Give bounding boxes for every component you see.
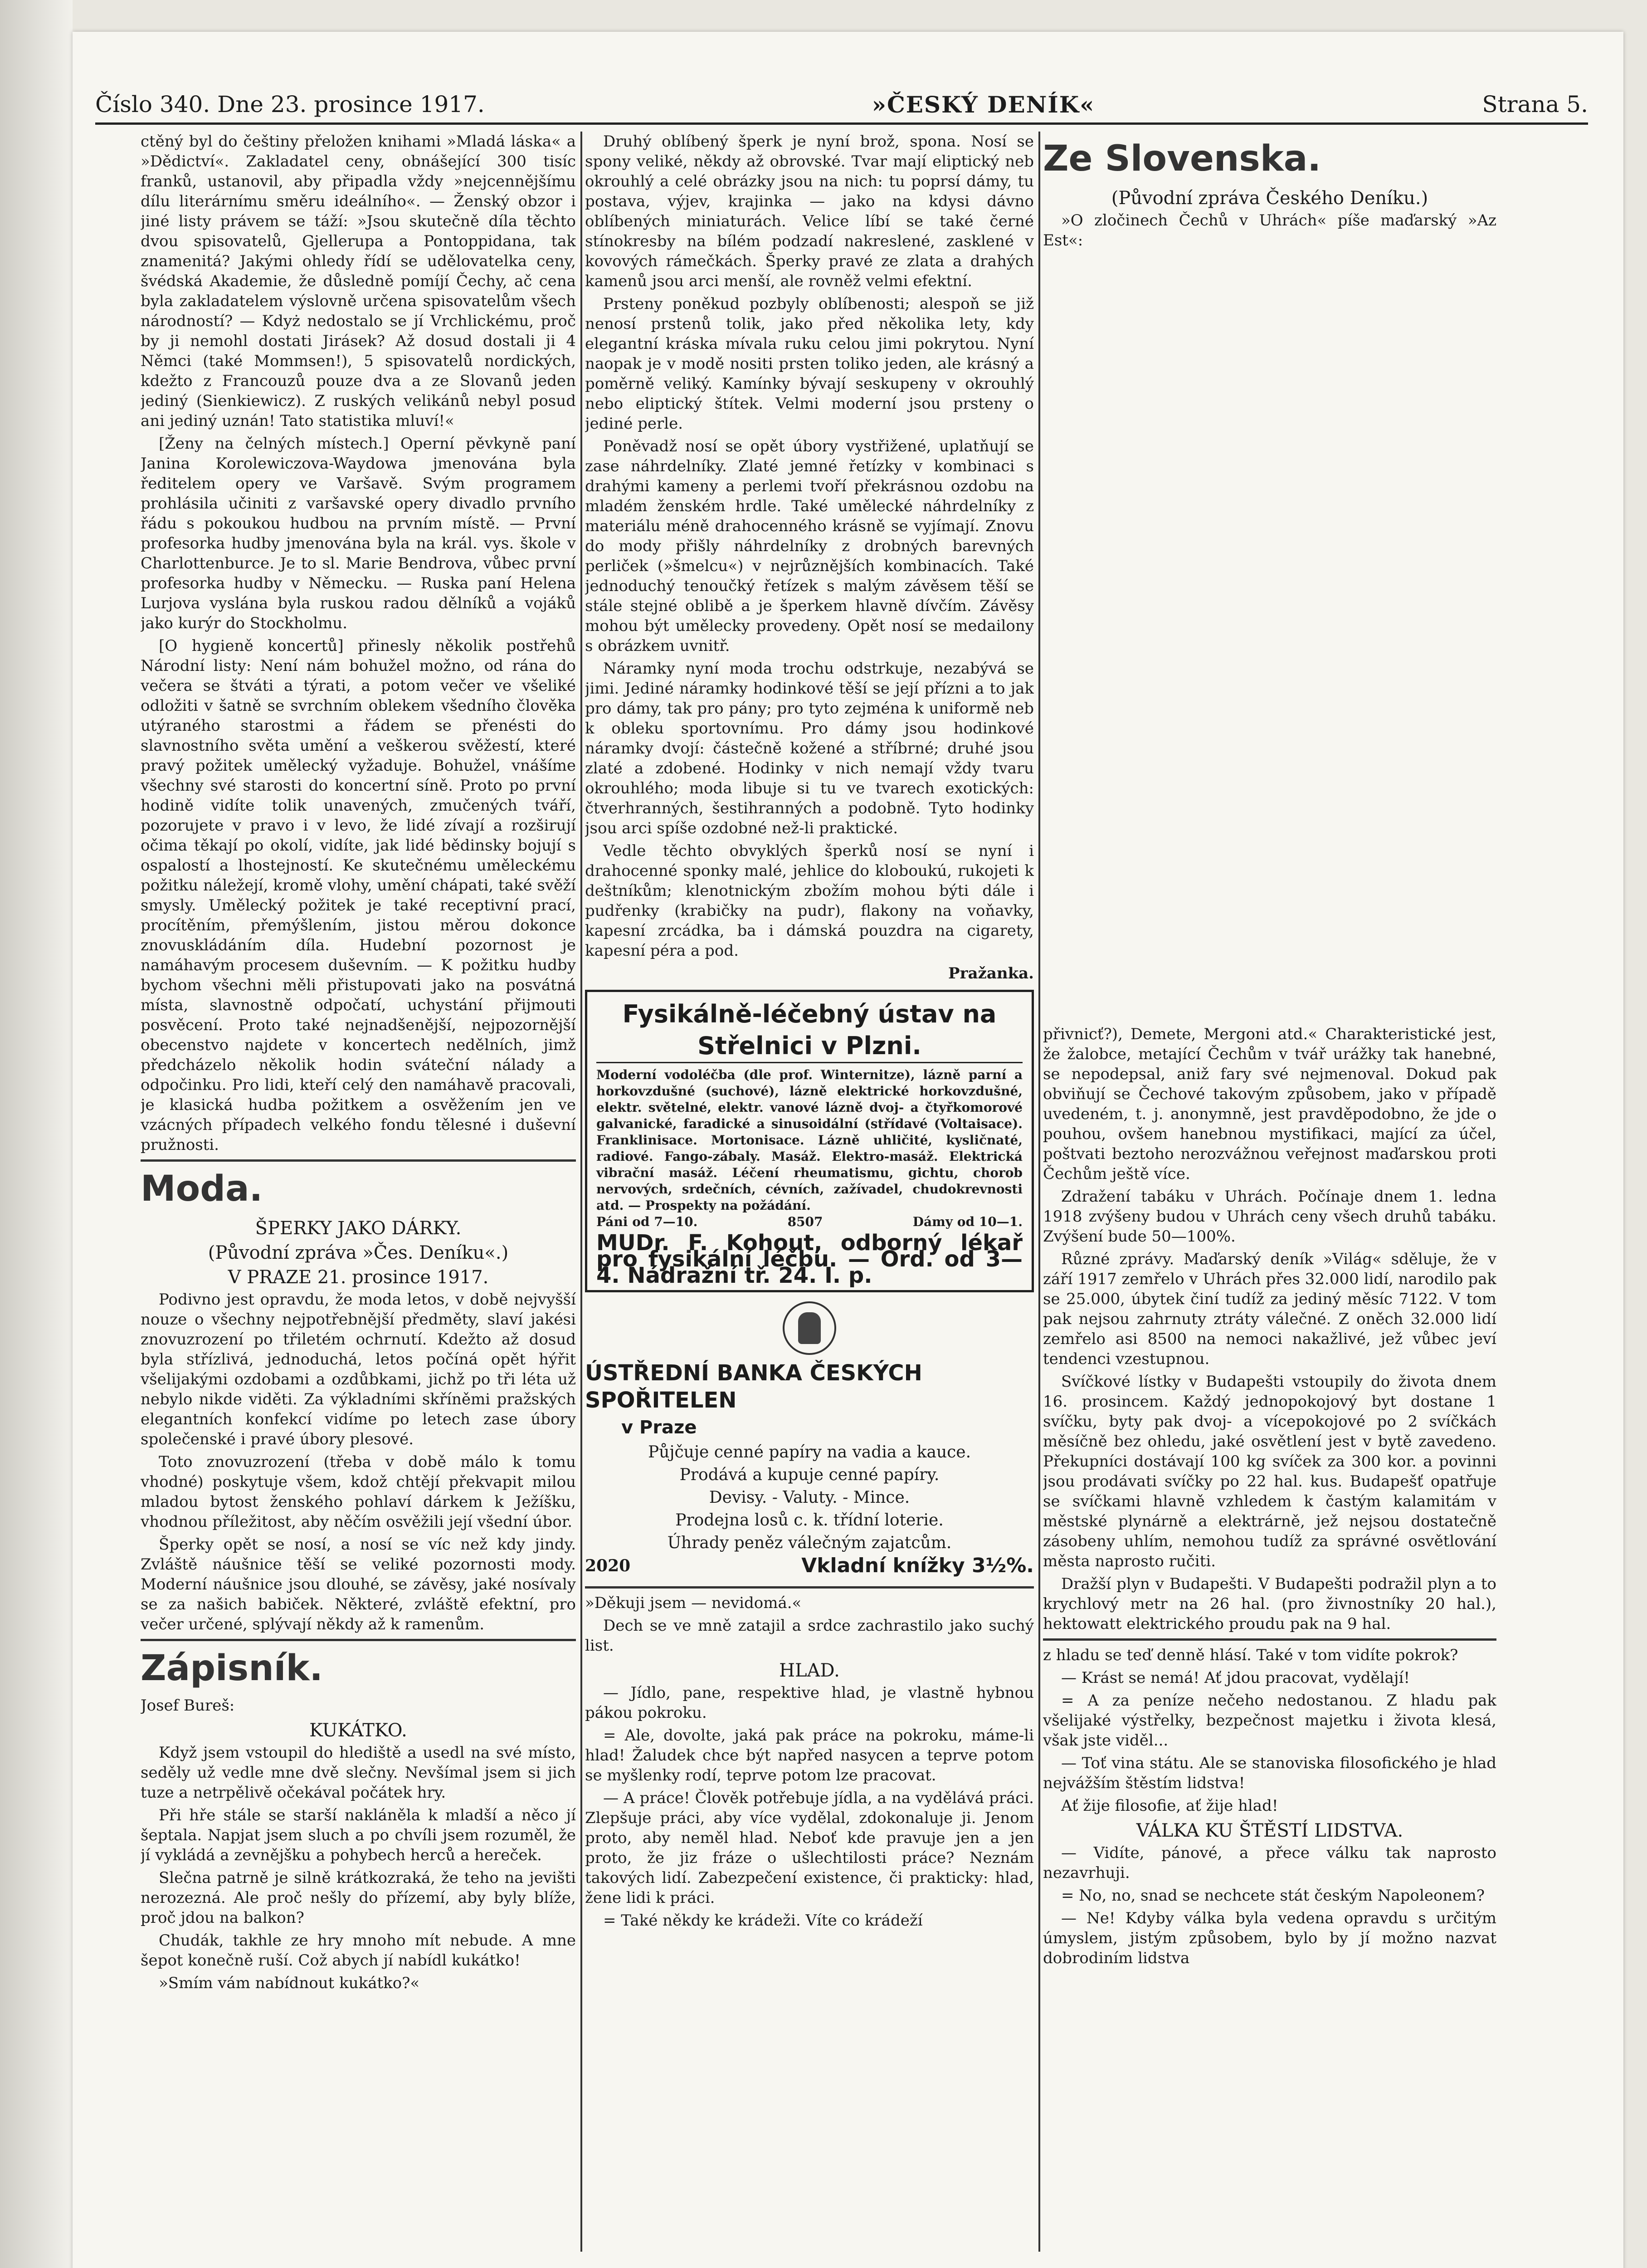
jewelry-paragraph: Poněvadž nosí se opět úbory vystřižené, uplatňují se zase náhrdelníky. Zlaté jemné řetízky v kombinaci s drahými kameny a perlemi tvoří překrásnou ozdobu na mladém ženském hrdle. Také umělecké náhrdelníky z materiálu méně drahocenného krásně se vyjímají. Znovu do mody přišly náhrdelníky z drobných barevných perliček (»šmelcu«) v nejrůznějších kombinacích. Také jednoduchý tenoučký řetízek s malým závěsem těší se stále stejné oblibě a je šperkem hlavně dívčím. Závěsy mohou být umělecky provedeny. Opět nosí se medailony s obrázkem uvnitř.	[585, 437, 1034, 655]
kukatko-paragraph: Když jsem vstoupil do hlediště a usedl na své místo, seděly už vedle mne dvě slečny. Nevšímal jsem si jich tuze a netrpělivě očekával počátek hry.	[141, 1744, 576, 1802]
hlad-continued: Ať žije filosofie, ať žije hlad!	[1061, 1797, 1278, 1815]
gas-price-news: Dražší plyn v Budapešti. V Budapešti podražil plyn a to krychlový metr na 26 hal. (pro živnostníky 20 hal.), hektowatt elektrického proudu pak na 9 hal.	[1043, 1575, 1496, 1633]
jewelry-paragraph: Druhý oblíbený šperk je nyní brož, spona. Nosí se spony veliké, někdy až obrovské. Tvar mají eliptický neb okrouhlý a celé obrázky jsou na nich: tu poprsí dámy, tu postava, výjev, krajinka — jako na kdysi dávno oblíbených miniaturách. Velice líbí se také černé stínokresby na bílém podzadí nakreslené, zasklené v kovových rámečkách. Šperky pravé ze zlata a drahých kamenů jsou arci menší, ale rovněž velmi efektní.	[585, 132, 1034, 290]
slovakia-paragraph: přivnicť?), Demete, Mergoni atd.« Charakteristické jest, že žalobce, metající Čechům v tvář urážky tak hanebné, se nepodepsal, aniž fary své nejmenoval. Dokud pak obviňují se Čechové takovým způsobem, jako v případě uvedeném, t. j. anonymně, jest pravděpodobno, že jde o pouhou, ovšem hanebnou mystifikaci, mající za účel, poštvati beztoho nerozvážnou veřejnost maďarskou proti Čechům ještě více.	[1043, 1025, 1496, 1183]
kukatko-paragraph: Při hře stále se starší nakláněla k mladší a něco jí šeptala. Napjat jsem sluch a po chvíli jsem rozuměl, že jí vykládá a zevnějšku a pohybech herců a hereček.	[141, 1806, 576, 1864]
hlad-continued: z hladu se teď denně hlásí. Také v tom vidíte pokrok?	[1043, 1646, 1458, 1664]
divider	[585, 1586, 1034, 1589]
article-signature: Pražanka.	[948, 964, 1034, 982]
spa-ad-hours-men: Páni od 7—10.	[596, 1214, 698, 1229]
valka-headline: VÁLKA KU ŠTĚSTÍ LIDSTVA.	[1136, 1820, 1403, 1841]
spa-ad-title: Fysikálně-léčebný ústav na Střelnici v Plzni.	[596, 998, 1023, 1063]
valka-paragraph: — Ne! Kdyby válka byla vedena opravdu s určitým úmyslem, jistým způsobem, bylo by jí možno nazvat dobrodiním lidstva	[1043, 1909, 1496, 1967]
slovakia-lead: »O zločinech Čechů v Uhrách« píše maďarský »Az Est«:	[1043, 211, 1496, 249]
bank-city: v Praze	[621, 1417, 697, 1438]
concert-hygiene-text: [O hygieně koncertů] přinesly několik postřehů Národní listy: Není nám bohužel možno, od rána do večera se štváti a týrati, a potom večer ve všeliké odložiti v šatně se svrchním oblekem všedního člověka utýraného starostmi a řádem se přenésti do slavnostního světa umění a veškerou svěžestí, které pravý požitek umělecký vyžaduje. Bohužel, vnášíme všechny své starosti do koncertní síně. Proto po první hodině vidíte tolik unavených, zmučených tváří, pozorujete v pravo i v levo, že lidé zívají a rozširují očima těkají po okolí, vidíte, jak lidé bědinsky bojují s ospalostí a lhostejností. Ke skutečnému uměleckému požitku náležejí, kromě vlohy, umění chápati, také svěží smysly. Umělecký požitek je také receptivní prací, procítěním, přemýšlením, jistou měrou dokonce znovuskládáním díla. Hudební pozornost je namáhavým procesem duševním. — K požitku hudby bychom všechni měli přistupovati jako na posvátná místa, slavnostně odpočatí, uchystání přijmouti posvěcení. Proto také nejnadšenější, nejpozornější obecenstvo najdete v koncertech nedělních, jimž předcházelo několik hodin sváteční nálady a odpočinku. Pro lidi, kteří celý den namáhavě pracovali, je klasická hudba požitkem a osvěžením jen ve vzácných případech velkého fondu tělesné i duševní pružnosti.	[141, 637, 576, 1154]
kukatko-headline: KUKÁTKO.	[309, 1720, 407, 1741]
bank-emblem-icon	[783, 1301, 836, 1355]
hlad-paragraph: — Jídlo, pane, respektive hlad, je vlastně hybnou pákou pokroku.	[585, 1684, 1034, 1722]
hlad-continued: = A za peníze nečeho nedostanou. Z hladu pak všelijaké výstřelky, bezpečnost majetku i života klesá, však jste viděl...	[1043, 1691, 1496, 1750]
bank-service: Devisy. - Valuty. - Mince.	[709, 1488, 910, 1507]
spa-ad-body: Moderní vodoléčba (dle prof. Winternitze), lázně parní a horkovzdušné (suchové), lázně elektrické horkovzdušné, elektr. světelné, elektr. vanové lázně dvoj- a čtyřkomorové galvanické, faradické a sinusoidální (střídavé (Voltaisace). Franklinisace. Mortonisace. Lázně uhličité, kysličnaté, radiové. Fango-zábaly. Masáž. Elektro-masáž. Elektrická vibrační masáž. Léčení rheumatismu, gichtu, chorob nervových, srdečních, cévních, zažívadel, chudokrevnosti atd. — Prospekty na požádání.	[596, 1067, 1023, 1213]
tobacco-news: Zdražení tabáku v Uhrách. Počínaje dnem 1. ledna 1918 zvýšeny budou v Uhrách ceny všech druhů tabáku. Zvýšení bude 50—100%.	[1043, 1188, 1496, 1246]
hlad-headline: HLAD.	[779, 1660, 840, 1681]
candle-tickets-news: Svíčkové lístky v Budapešti vstoupily do života dnem 16. prosincem. Každý jednopokojový byt dostane 1 svíčku, byty pak dvoj- a vícepokojové po 2 svíčkách měsíčně bez ohledu, jaké osvětlení jest v bytě zavedeno. Překupníci dostávají 100 kg svíček za 300 kor. a povinni jsou prodávati svíčky po 22 hal. kus. Budapešť opatřuje se svíčkami hlavně vzhledem k častým kalamitám v městské plynárně a elektrárně, jež nejsou dostatečně zásobeny uhlím, nemohou tudíž za správné osvětlování města naprosto ručiti.	[1043, 1373, 1496, 1570]
divider	[141, 1159, 576, 1162]
column-1	[141, 132, 576, 2252]
bank-service: Úhrady peněz válečným zajatcům.	[667, 1534, 952, 1552]
bank-savings-books: Vkladní knížky 3½%.	[801, 1554, 1034, 1577]
kukatko-paragraph: Chudák, takhle ze hry mnoho mít nebude. A mne šepot konečně ruší. Což abych jí nabídl kukátko!	[141, 1931, 576, 1970]
jewelry-paragraph: Náramky nyní moda trochu odstrkuje, nezabývá se jimi. Jediné náramky hodinkové těší se její přízni a to jak pro dámy, tak pro pány; pro tyto zejména k uniformě neb k obleku sportovnímu. Pro dámy jsou hodinkové náramky dvojí: částečně kožené a stříbrné; druhé jsou zlaté a zdobené. Hodinky v nich nemají vždy tvaru okrouhlého; moda libuje si tu ve tvarech exotických: čtverhranných, šestihranných a podobně. Tyto hodinky jsou arci spíše ozdobné než-li praktické.	[585, 660, 1034, 837]
spa-advertisement	[585, 990, 1034, 1292]
valka-paragraph: = No, no, snad se nechcete stát českým Napoleonem?	[1061, 1887, 1485, 1905]
slovakia-section-title: Ze Slovenska.	[1043, 138, 1321, 179]
valka-paragraph: — Vidíte, pánové, a přece válku tak naprosto nezavrhuji.	[1043, 1844, 1496, 1882]
bank-service: Prodává a kupuje cenné papíry.	[679, 1466, 940, 1484]
hlad-continued: — Krást se nemá! Ať jdou pracovat, vydělají!	[1061, 1669, 1410, 1687]
column-3	[1043, 132, 1496, 2252]
bank-service: Půjčuje cenné papíry na vadia a kauce.	[648, 1443, 971, 1461]
divider	[141, 1639, 576, 1641]
spa-ad-hours-women: Dámy od 10—1.	[912, 1214, 1023, 1229]
moda-paragraph: Podivno jest opravdu, že moda letos, v době nejvyšší nouze o všechny nejpotřebnější předměty, slaví jakési znovuzrození po třiletém ochrnutí. Kdežto až dosud byla střízlivá, jednoduchá, letos počíná opět hýřit všelijakými ozdobami a ozdůbkami, jichž po tři léta už nebylo nikde viděti. Za výkladními skříněmi pražských elegantních konfekcí vidíme po letech zase úbory společenské i pravé úbory plesové.	[141, 1290, 576, 1448]
zapisnik-section-title: Zápisník.	[141, 1648, 323, 1689]
kukatko-paragraph: »Smím vám nabídnout kukátko?«	[159, 1974, 420, 1992]
slovakia-source: (Původní zpráva Českého Deníku.)	[1111, 188, 1428, 209]
spa-ad-doctor: MUDr. F. Kohout, odborný lékař pro fysikální léčbu. — Ord. od 3—4. Nádražní tř. 24. I. p.	[596, 1230, 1023, 1288]
book-spine	[0, 0, 73, 2268]
hlad-paragraph: = Také někdy ke krádeži. Víte co krádeží	[603, 1911, 923, 1930]
divider	[1043, 1638, 1496, 1641]
bank-service: Prodejna losů c. k. třídní loterie.	[675, 1511, 944, 1530]
jewelry-paragraph: Prsteny poněkud pozbyly oblíbenosti; alespoň se již nenosí prstenů tolik, jako před několika lety, kdy elegantní kráska mívala ruku celou jimi pokrytou. Nyní naopak je v modě nositi prsten toliko jeden, ale krásný a poměrně veliký. Kamínky bývají seskupeny v okrouhlý nebo eliptický štítek. Velmi moderní jsou prsteny o jediné perle.	[585, 295, 1034, 433]
various-news: Různé zprávy. Maďarský deník »Világ« sděluje, že v září 1917 zemřelo v Uhrách přes 32.000 lidí, narodilo pak se 25.000, úbytek činí tudíž za jediný měsíc 7122. V tom pak nejsou zahrnuty ztráty válečné. Z oněch 32.000 lidí zemřelo asi 8500 na nemoci nakažlivé, jež vůbec jeví tendenci vzestupnou.	[1043, 1250, 1496, 1368]
hlad-continued: — Toť vina státu. Ale se stanoviska filosofického je hlad nejvážším štěstím lidstva!	[1043, 1754, 1496, 1792]
bank-ad-footer	[585, 1554, 1034, 1577]
moda-section-title: Moda.	[141, 1168, 263, 1209]
jewelry-paragraph: Vedle těchto obvyklých šperků nosí se nyní i drahocenné sponky malé, jehlice do kloboukú, rukojeti k deštníkům; klenotnickým zbožím mohou býti dále i pudřenky (krabičky na pudr), flakony na voňavky, kapesní zrcádka, ba i dámská pouzdra na cigarety, kapesní péra a pod.	[585, 842, 1034, 960]
kukatko-continued: »Děkuji jsem — nevidomá.«	[585, 1594, 802, 1612]
blank-area	[1043, 253, 1496, 1024]
kukatko-paragraph: Slečna patrně je silně krátkozraká, že teho na jevišti nerozezná. Ale proč nešly do přízemí, aby byly blíže, proč jdou na balkon?	[141, 1869, 576, 1927]
prize-article-text: ctěný byl do češtiny přeložen knihami »Mladá láska« a »Dědictví«. Zakladatel ceny, obnášející 300 tisíc franků, ustanovil, aby připadla vždy »nejcennějšímu dílu literárnímu směru ideálního«. — Ženský obzor i jiné listy právem se táží: »Jsou skutečně díla těchto dvou spisovatelů, Gjellerupa a Pontoppidana, tak znamenitá? Jakými ohledy řídí se udělovatelka ceny, švédská Akademie, že důsledně pomíjí Čechy, ač cena byla zakladatelem výslovně určena spisovatelům všech národností? — Kdyż nedostalo se jí Vrchlickému, proč by ji nemohl dostati Jirásek? Až dosud dostali ji 4 Němci (také Mommsen!), 5 spisovatelů nordických, kdežto z Francouzů pouze dva a ze Slovanů jeden jediný (Sienkiewicz). Z ruských velikánů nebyl posud ani jediný uznán! Tato statistika mluví!«	[141, 132, 576, 430]
spa-ad-phone: 8507	[787, 1214, 823, 1229]
moda-article-source: (Původní zpráva »Čes. Deníku«.)	[208, 1242, 509, 1263]
hlad-paragraph: — A práce! Člověk potřebuje jídla, a na vydělává práci. Zlepšuje práci, aby více vydělal, zdokonaluje ji. Jenom proto, aby neměl hlad. Neboť kde pravuje jen a jen proto, že jiz fráze o ušlechtilosti práce? Neznám takových lidí. Zabezpečení existence, či prakticky: hlad, žene lidi k práci.	[585, 1789, 1034, 1907]
column-rule-2	[1038, 132, 1040, 2252]
women-article-text: [Ženy na čelných místech.] Operní pěvkyně paní Janina Korolewiczova-Waydowa jmenována byla ředitelem opery ve Varšavě. Svým programem prohlásila učiniti z varšavské opery divadlo prvního řádu s pokoukou hudbou na prvním místě. — První profesorka hudby jmenována byla na král. vys. škole v Charlottenburce. Je to sl. Marie Bendrova, vůbec první profesorka hudby v Německu. — Ruska paní Helena Lurjova vyslána byla ruskou radou dělníků a vojáků jako kurýr do Stockholmu.	[141, 435, 576, 632]
newspaper-title: »ČESKÝ DENÍK«	[872, 91, 1095, 118]
page-number: Strana 5.	[1482, 91, 1588, 117]
column-2	[585, 132, 1034, 2252]
column-rule-1	[580, 132, 582, 2252]
spa-ad-hours	[596, 1214, 1023, 1230]
bank-ad-number: 2020	[585, 1556, 631, 1575]
moda-article-dateline: V PRAZE 21. prosince 1917.	[228, 1267, 489, 1288]
bank-name: ÚSTŘEDNÍ BANKA ČESKÝCH SPOŘITELEN	[585, 1360, 922, 1413]
page-header	[95, 86, 1588, 125]
kukatko-continued: Dech se ve mně zatajil a srdce zachrastilo jako suchý list.	[585, 1617, 1034, 1655]
zapisnik-author: Josef Bureš:	[141, 1696, 235, 1715]
moda-paragraph: Toto znovuzrození (třeba v době málo k tomu vhodné) poskytuje všem, kdož chtějí překvapit milou mladou bytost ženského pohlaví dárkem k Ježíšku, vhodnou příležitost, aby něčím osvěžili její všední úbor.	[141, 1453, 576, 1531]
moda-article-headline: ŠPERKY JAKO DÁRKY.	[255, 1218, 462, 1239]
bank-advertisement	[585, 1301, 1034, 1577]
hlad-paragraph: = Ale, dovolte, jaká pak práce na pokroku, máme-li hlad! Žaludek chce být napřed nasycen a teprve potom se myšlenky rodí, teprve potom lze pracovat.	[585, 1726, 1034, 1784]
moda-paragraph: Šperky opět se nosí, a nosí se víc než kdy jindy. Zvláště náušnice těší se veliké pozornosti mody. Moderní náušnice jsou dlouhé, se závěsy, jaké nosívaly se za našich babiček. Některé, zvláště efektní, pro večer určené, splývají někdy až k ramenům.	[141, 1535, 576, 1633]
issue-date: Číslo 340. Dne 23. prosince 1917.	[95, 91, 485, 117]
